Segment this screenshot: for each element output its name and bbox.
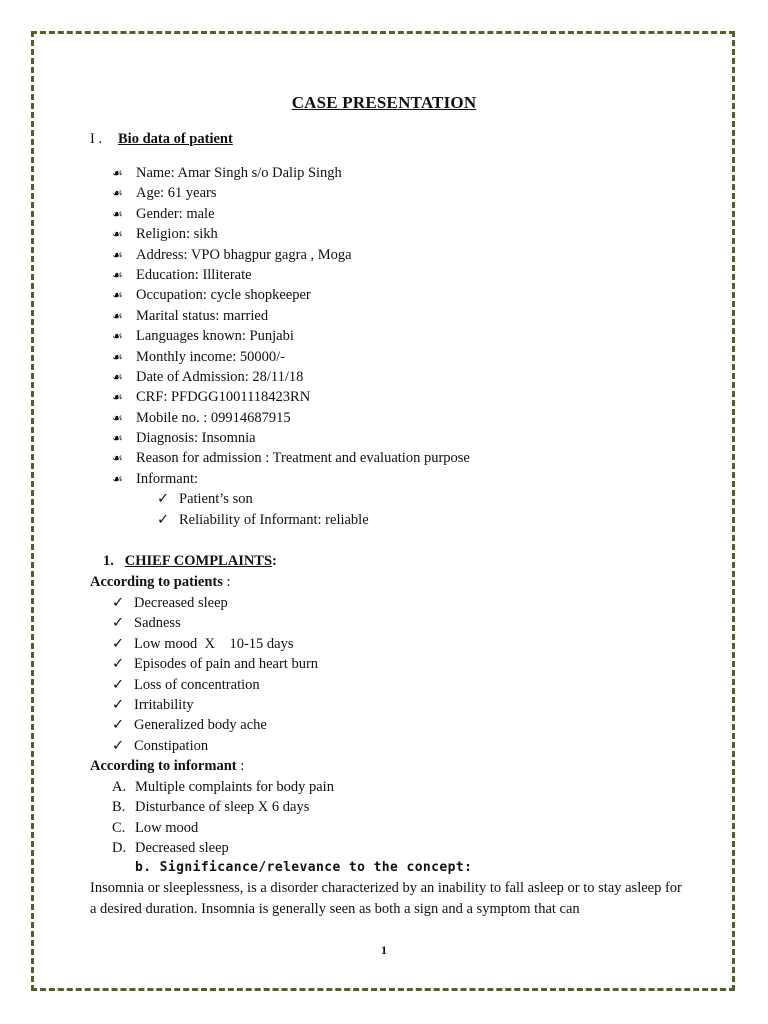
according-to-informant-label: According to informant : [90, 758, 245, 774]
fleuron-bullet-icon: ☙ [112, 206, 123, 221]
list-item: ✓ Decreased sleep [112, 593, 318, 613]
fleuron-bullet-icon: ☙ [112, 451, 123, 466]
bio-data-list [112, 163, 470, 530]
body-paragraph: Insomnia or sleeplessness, is a disorder characterized by an inability to fall asleep or to stay asleep for a desired duration. Insomnia is generally seen as both a sign and a symptom that can [90, 880, 682, 917]
fleuron-bullet-icon: ☙ [112, 288, 123, 303]
list-item: B. Disturbance of sleep X 6 days [112, 799, 310, 816]
list-subitem: ✓ Patient’s son [112, 489, 470, 509]
list-item: ☙ Name: Amar Singh s/o Dalip Singh [112, 163, 470, 183]
list-item: A. Multiple complaints for body pain [112, 779, 334, 795]
list-item: ☙ Date of Admission: 28/11/18 [112, 367, 470, 387]
check-icon: ✓ [112, 595, 125, 611]
significance-heading: b. Significance/relevance to the concept: [135, 860, 473, 875]
check-icon: ✓ [112, 737, 125, 754]
list-item: ☙ CRF: PFDGG1001118423RN [112, 387, 470, 407]
fleuron-bullet-icon: ☙ [112, 247, 123, 262]
list-item: ✓ Sadness [112, 613, 318, 633]
section-bio-heading [90, 131, 233, 148]
section-number: I . [90, 131, 103, 147]
list-item: ☙ Languages known: Punjabi [112, 326, 470, 346]
list-item: ☙ Gender: male [112, 204, 470, 224]
list-item: ☙ Mobile no. : 09914687915 [112, 408, 470, 428]
list-subitem: ✓ Reliability of Informant: reliable [112, 510, 470, 530]
check-icon: ✓ [112, 656, 125, 673]
list-item: ☙ Religion: sikh [112, 224, 470, 244]
fleuron-bullet-icon: ☙ [112, 471, 123, 486]
page-number: 1 [381, 943, 387, 957]
fleuron-bullet-icon: ☙ [112, 329, 123, 344]
fleuron-bullet-icon: ☙ [112, 410, 123, 425]
fleuron-bullet-icon: ☙ [112, 186, 123, 201]
check-icon: ✓ [112, 635, 125, 652]
fleuron-bullet-icon: ☙ [112, 390, 123, 405]
fleuron-bullet-icon: ☙ [112, 308, 123, 323]
list-item: ✓ Low mood X 10-15 days [112, 634, 318, 654]
informant-complaints-list [112, 777, 334, 859]
section-label: Bio data of patient [118, 131, 233, 147]
list-item: ✓ Constipation [112, 736, 318, 756]
fleuron-bullet-icon: ☙ [112, 227, 123, 242]
fleuron-bullet-icon: ☙ [112, 166, 123, 180]
fleuron-bullet-icon: ☙ [112, 431, 123, 446]
list-item: ☙ Occupation: cycle shopkeeper [112, 285, 470, 305]
check-icon: ✓ [112, 676, 125, 693]
chief-complaints-heading: 1. CHIEF COMPLAINTS: [103, 553, 277, 569]
check-icon: ✓ [112, 717, 125, 734]
fleuron-bullet-icon: ☙ [112, 267, 123, 282]
list-item: ✓ Irritability [112, 695, 318, 715]
list-item: D. Decreased sleep [112, 840, 229, 857]
according-to-patients-label: According to patients : [90, 574, 231, 590]
list-item: C. Low mood [112, 819, 199, 836]
list-item: ☙ Monthly income: 50000/- [112, 347, 470, 367]
list-item: ☙ Age: 61 years [112, 183, 470, 203]
check-icon: ✓ [157, 491, 170, 508]
check-icon: ✓ [112, 615, 125, 632]
list-item: ☙ Informant: [112, 469, 470, 489]
list-item: ✓ Generalized body ache [112, 715, 318, 735]
check-icon: ✓ [157, 511, 170, 528]
list-item: ☙ Address: VPO bhagpur gagra , Moga [112, 245, 470, 265]
list-item: ☙ Diagnosis: Insomnia [112, 428, 470, 448]
patient-complaints-list [112, 593, 318, 756]
fleuron-bullet-icon: ☙ [112, 369, 123, 384]
list-item: ☙ Reason for admission : Treatment and evaluation purpose [112, 448, 470, 468]
check-icon: ✓ [112, 696, 125, 713]
list-item: ☙ Education: Illiterate [112, 265, 470, 285]
fleuron-bullet-icon: ☙ [112, 349, 123, 364]
document-title: CASE PRESENTATION [291, 93, 477, 112]
list-item: ☙ Marital status: married [112, 306, 470, 326]
list-item: ✓ Loss of concentration [112, 675, 318, 695]
list-item: ✓ Episodes of pain and heart burn [112, 654, 318, 674]
